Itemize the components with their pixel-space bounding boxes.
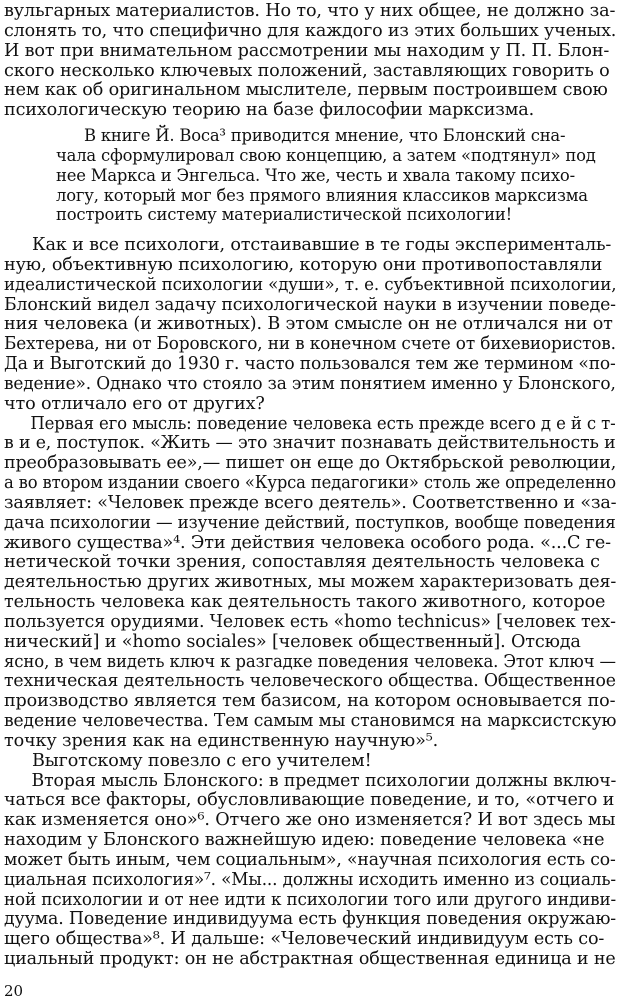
text-line: ния человека (и животных). В этом смысле он не отличался ни от bbox=[4, 314, 613, 335]
text-line: как изменяется оно»⁶. Отчего же оно изменяется? И вот здесь мы bbox=[4, 810, 616, 831]
text-line: Как и все психологи, отстаивавшие в те годы эксперименталь- bbox=[32, 235, 612, 256]
text-line: идеалистической психологии «души», т. е. субъективной психологии, bbox=[4, 274, 617, 295]
text-line: Бехтерева, ни от Боровского, ни в конечном счете от бихевиористов. bbox=[4, 334, 616, 355]
text-line: дуума. Поведение индивидуума есть функция поведения окружаю- bbox=[4, 909, 617, 930]
text-line: ную, объективную психологию, которую они противопоставляли bbox=[4, 255, 603, 275]
text-line: Да и Выготский до 1930 г. часто пользовался тем же термином «по- bbox=[4, 354, 616, 375]
text-line: Первая его мысль: поведение человека есть прежде всего д е й с т- bbox=[30, 413, 616, 434]
text-line: может быть иным, чем социальным», «научная психология есть со- bbox=[4, 849, 616, 870]
text-line: в и е, поступок. «Жить — это значит познавать действительность и bbox=[4, 433, 616, 454]
quote-line: нее Маркса и Энгельса. Что же, честь и хвала такому психо- bbox=[56, 165, 575, 185]
text-line: преобразовывать ее»,— пишет он еще до Октябрьской революции, bbox=[4, 453, 617, 474]
text-line: психологическую теорию на базе философии марксизма. bbox=[4, 100, 535, 121]
text-line: Блонский видел задачу психологической науки в изучении поведе- bbox=[4, 294, 616, 315]
page-number: 20 bbox=[4, 982, 24, 1000]
text-line: нетической точки зрения, сопоставляя деятельность человека с bbox=[4, 552, 600, 573]
text-line: производство является тем базисом, на котором основывается по- bbox=[4, 691, 616, 712]
text-line: дача психологии — изучение действий, поступков, вообще поведения bbox=[4, 512, 616, 533]
text-line: ной психологии и от нее идти к психологии того или другого индиви- bbox=[4, 889, 617, 910]
text-line: Вторая мысль Блонского: в предмет психологии должны включ- bbox=[31, 770, 617, 791]
text-line: вульгарных материалистов. Но то, что у них общее, не должно за- bbox=[4, 1, 616, 21]
text-line: Выготскому повезло с его учителем! bbox=[32, 750, 372, 771]
quote-line: построить систему материалистической психологии! bbox=[56, 205, 512, 225]
quote-line: логу, который мог без прямого влияния классиков марксизма bbox=[56, 185, 588, 205]
text-line: циальный продукт: он не абстрактная общественная единица и не bbox=[4, 949, 616, 969]
text-line: нический] и «homo sociales» [человек общественный]. Отсюда bbox=[4, 631, 581, 652]
text-line: ведение». Однако что стояло за этим понятием именно у Блонского, bbox=[4, 373, 616, 394]
text-line: ясно, в чем видеть ключ к разгадке поведения человека. Этот ключ — bbox=[4, 651, 616, 672]
book-page bbox=[4, 0, 616, 1006]
text-line: щего общества»⁸. И дальше: «Человеческий индивидуум есть со- bbox=[4, 929, 605, 950]
text-line: техническая деятельность человеческого общества. Общественное bbox=[4, 671, 616, 692]
text-line: что отличало его от других? bbox=[4, 393, 265, 414]
text-line: тельность человека как деятельность такого животного, которое bbox=[4, 592, 606, 613]
quote-line: В книге Й. Воса³ приводится мнение, что Блонский сна- bbox=[84, 126, 566, 145]
text-line: заявляет: «Человек прежде всего деятель». Соответственно и «за- bbox=[4, 492, 617, 513]
text-line: чаться все факторы, обусловливающие поведение, и то, «отчего и bbox=[4, 790, 615, 811]
text-line: И вот при внимательном рассмотрении мы находим у П. П. Блон- bbox=[4, 40, 610, 61]
text-line: живого существа»⁴. Эти действия человека особого рода. «...С ге- bbox=[4, 532, 611, 553]
text-line: деятельностью других животных, мы можем характеризовать дея- bbox=[4, 572, 617, 593]
text-line: находим у Блонского важнейшую идею: поведение человека «не bbox=[4, 830, 605, 850]
text-line: пользуется орудиями. Человек есть «homo technicus» [человек тех- bbox=[4, 611, 616, 632]
quote-line: чала сформулировал свою концепцию, а затем «подтянул» под bbox=[56, 145, 596, 165]
text-line: ведение человечества. Тем самым мы становимся на марксистскую bbox=[4, 711, 617, 731]
text-line: ского несколько ключевых положений, заставляющих говорить о bbox=[4, 60, 610, 81]
text-line: а во втором издании своего «Курса педагогики» столь же определенно bbox=[4, 473, 616, 494]
text-line: нем как об оригинальном мыслителе, первым построившем свою bbox=[4, 80, 608, 101]
text-line: слонять то, что специфично для каждого из этих больших ученых. bbox=[4, 20, 617, 41]
text-line: точку зрения как на единственную научную»⁵. bbox=[4, 730, 439, 751]
text-line: циальная психология»⁷. «Мы... должны исходить именно из социаль- bbox=[4, 869, 616, 890]
